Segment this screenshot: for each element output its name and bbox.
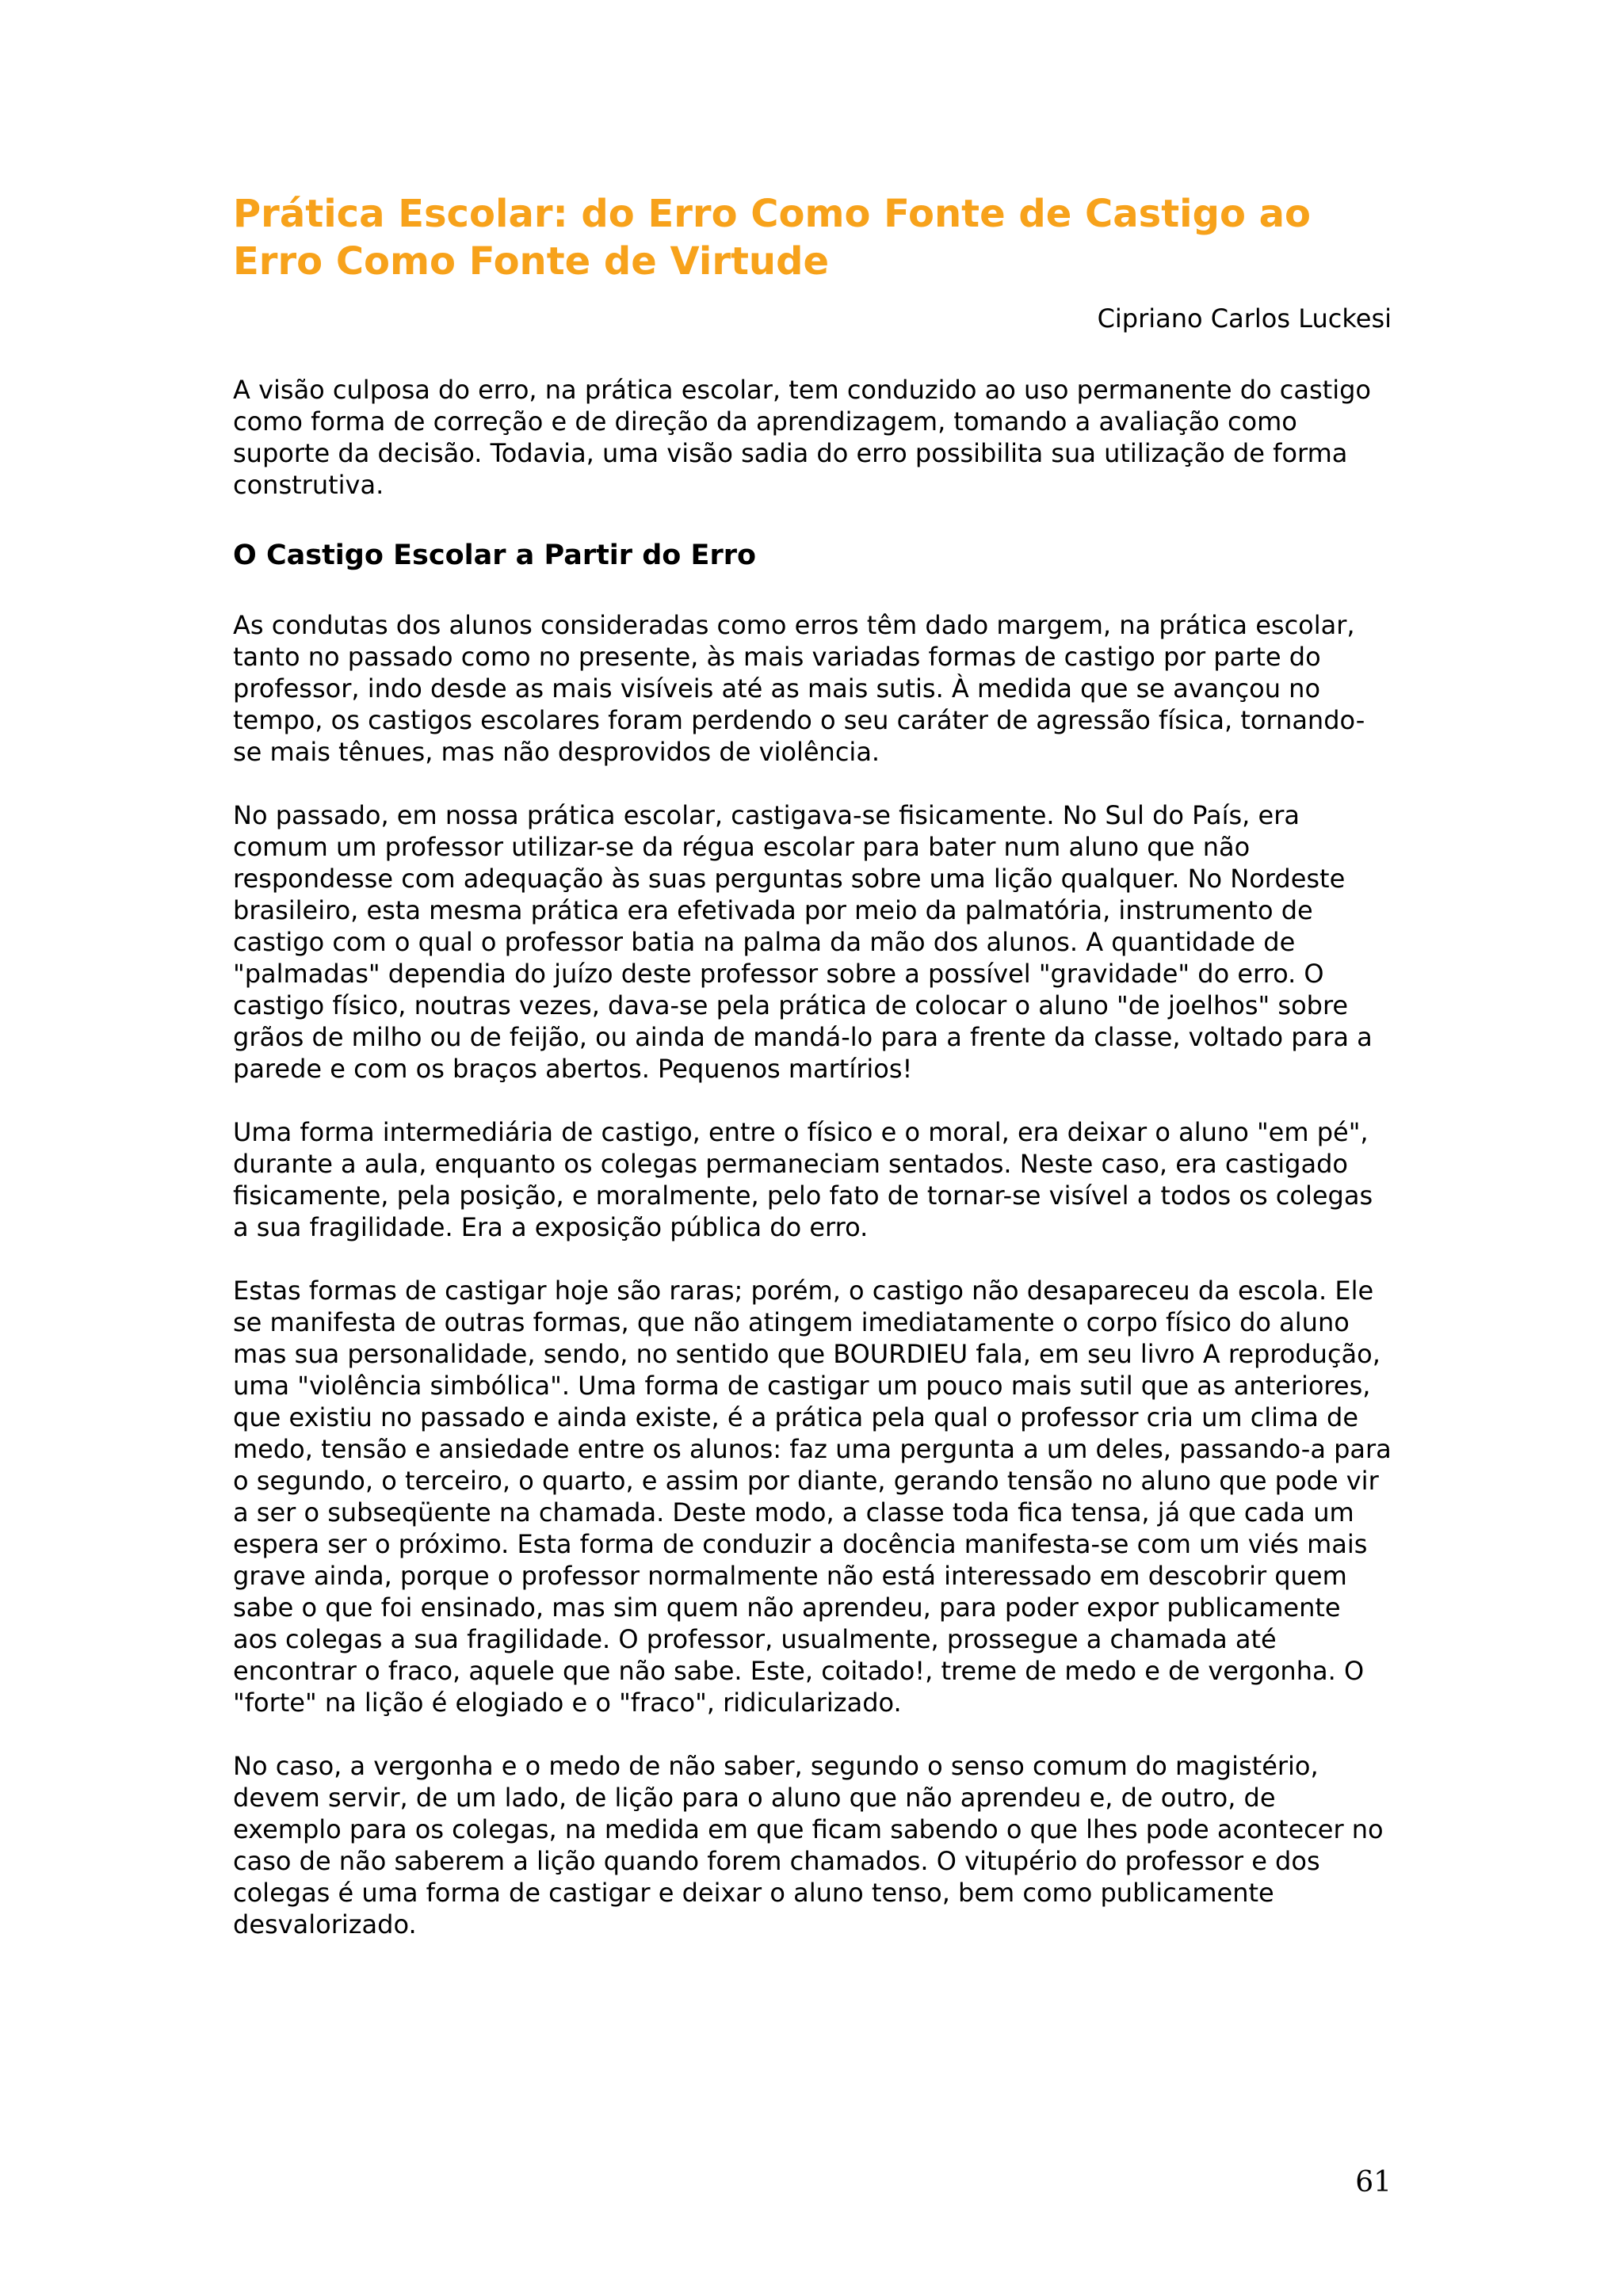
author-name: Cipriano Carlos Luckesi [1097,303,1392,334]
title-line-2: Erro Como Fonte de Virtude [233,239,830,284]
body-paragraph: Estas formas de castigar hoje são raras; porém, o castigo não desapareceu da escola. Ele se manifesta de outras formas, que não atingem imediatamente o corpo físico do aluno mas sua personalidade, sendo, no sentido que BOURDIEU fala, em seu livro A reprodução, uma "violência simbólica". Uma forma de castigar um pouco mais sutil que as anteriores, que existiu no passado e ainda existe, é a prática pela qual o professor cria um clima de medo, tensão e ansiedade entre os alunos: faz uma pergunta a um deles, passando-a para o segundo, o terceiro, o quarto, e assim por diante, gerando tensão no aluno que pode vir a ser o subseqüente na chamada. Deste modo, a classe toda fica tensa, já que cada um espera ser o próximo. Esta forma de conduzir a docência manifesta-se com um viés mais grave ainda, porque o professor normalmente não está interessado em descobrir quem sabe o que foi ensinado, mas sim quem não aprendeu, para poder expor publicamente aos colegas a sua fragilidade. O professor, usualmente, prossegue a chamada até encontrar o fraco, aquele que não sabe. Este, coitado!, treme de medo e de vergonha. O "forte" na lição é elogiado e o "fraco", ridicularizado. [233,1276,1392,1718]
article-title [233,190,1392,285]
abstract-paragraph: A visão culposa do erro, na prática escolar, tem conduzido ao uso permanente do castigo como forma de correção e de direção da aprendizagem, tomando a avaliação como suporte da decisão. Todavia, uma visão sadia do erro possibilita sua utilização de forma construtiva. [233,375,1371,500]
page-number: 61 [1355,2166,1392,2199]
body-paragraph: Uma forma intermediária de castigo, entre o físico e o moral, era deixar o aluno "em pé", durante a aula, enquanto os colegas permaneciam sentados. Neste caso, era castigado fisicamente, pela posição, e moralmente, pelo fato de tornar-se visível a todos os colegas a sua fragilidade. Era a exposição pública do erro. [233,1117,1373,1242]
section-heading: O Castigo Escolar a Partir do Erro [233,540,757,571]
body-paragraph: No passado, em nossa prática escolar, castigava-se fisicamente. No Sul do País, era comum um professor utilizar-se da régua escolar para bater num aluno que não respondesse com adequação às suas perguntas sobre uma lição qualquer. No Nordeste brasileiro, esta mesma prática era efetivada por meio da palmatória, instrumento de castigo com o qual o professor batia na palma da mão dos alunos. A quantidade de "palmadas" dependia do juízo deste professor sobre a possível "gravidade" do erro. O castigo físico, noutras vezes, dava-se pela prática de colocar o aluno "de joelhos" sobre grãos de milho ou de feijão, ou ainda de mandá-lo para a frente da classe, voltado para a parede e com os braços abertos. Pequenos martírios! [233,800,1373,1084]
body-paragraph: No caso, a vergonha e o medo de não saber, segundo o senso comum do magistério, devem servir, de um lado, de lição para o aluno que não aprendeu e, de outro, de exemplo para os colegas, na medida em que ficam sabendo o que lhes pode acontecer no caso de não saberem a lição quando forem chamados. O vitupério do professor e dos colegas é uma forma de castigar e deixar o aluno tenso, bem como publicamente desvalorizado. [233,1751,1384,1939]
page-content [233,190,1392,1940]
title-line-1: Prática Escolar: do Erro Como Fonte de Castigo ao [233,192,1312,236]
body-paragraph: As condutas dos alunos consideradas como erros têm dado margem, na prática escolar, tanto no passado como no presente, às mais variadas formas de castigo por parte do professor, indo desde as mais visíveis até as mais sutis. À medida que se avançou no tempo, os castigos escolares foram perdendo o seu caráter de agressão física, tornando-se mais tênues, mas não desprovidos de violência. [233,610,1365,767]
